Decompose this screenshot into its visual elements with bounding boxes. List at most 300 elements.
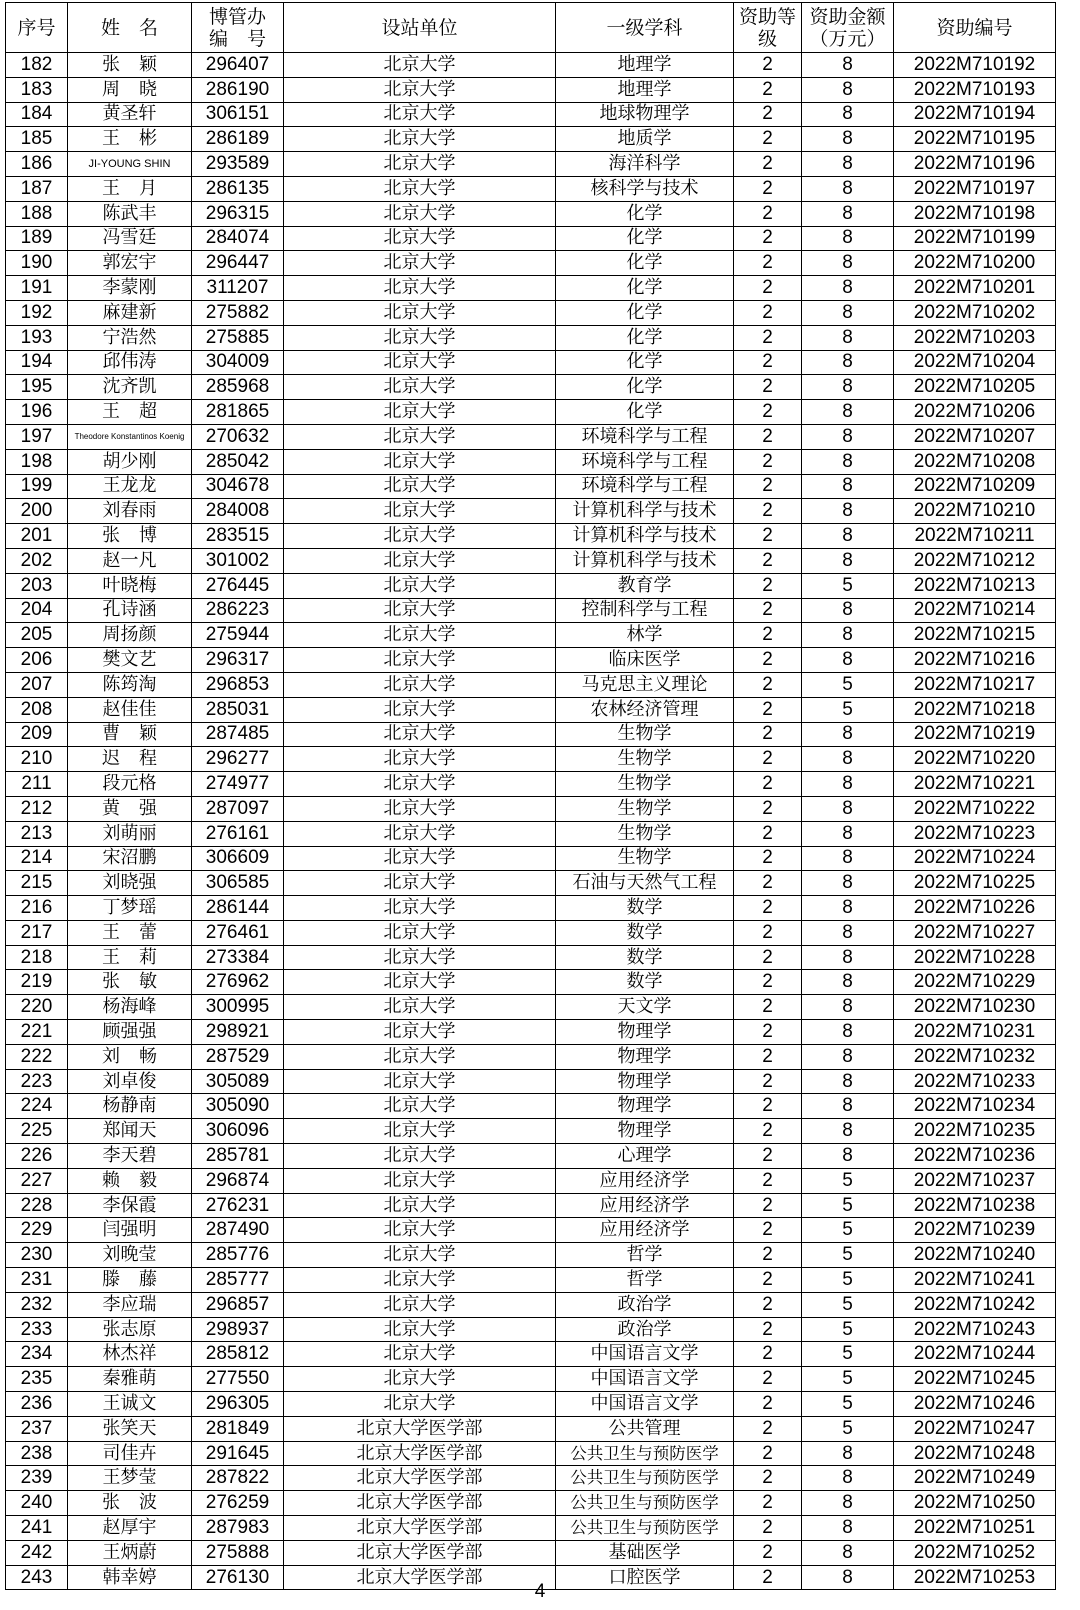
cell-subject: 环境科学与工程 <box>556 424 734 449</box>
cell-name: 孔诗涵 <box>68 598 192 623</box>
cell-name: 赵一凡 <box>68 548 192 573</box>
cell-unit: 北京大学 <box>284 1218 556 1243</box>
table-row <box>6 1243 1056 1268</box>
cell-seq: 206 <box>6 648 68 673</box>
cell-subject: 教育学 <box>556 573 734 598</box>
cell-name: 宁浩然 <box>68 325 192 350</box>
cell-subject: 中国语言文学 <box>556 1392 734 1417</box>
cell-grade: 2 <box>734 623 802 648</box>
cell-name: 刘萌丽 <box>68 821 192 846</box>
table-row <box>6 846 1056 871</box>
cell-unit: 北京大学 <box>284 1317 556 1342</box>
cell-unit: 北京大学 <box>284 176 556 201</box>
cell-amount: 8 <box>802 1441 894 1466</box>
cell-name: 杨海峰 <box>68 995 192 1020</box>
header-amount-line2: （万元） <box>809 27 886 50</box>
table-row <box>6 871 1056 896</box>
cell-code: 2022M710192 <box>894 53 1056 78</box>
cell-code: 2022M710233 <box>894 1069 1056 1094</box>
cell-subject: 化学 <box>556 400 734 425</box>
cell-subject: 物理学 <box>556 1044 734 1069</box>
cell-code: 2022M710236 <box>894 1144 1056 1169</box>
cell-code: 2022M710234 <box>894 1094 1056 1119</box>
cell-grade: 2 <box>734 945 802 970</box>
cell-grade: 2 <box>734 772 802 797</box>
cell-bgb-number: 284008 <box>192 499 284 524</box>
cell-seq: 196 <box>6 400 68 425</box>
cell-grade: 2 <box>734 1491 802 1516</box>
header-bgb-line2: 编 号 <box>208 27 266 50</box>
cell-grade: 2 <box>734 1565 802 1590</box>
cell-bgb-number: 298921 <box>192 1020 284 1045</box>
cell-bgb-number: 285031 <box>192 697 284 722</box>
cell-name: Theodore Konstantinos Koenig <box>68 424 192 449</box>
table-row <box>6 1144 1056 1169</box>
cell-amount: 8 <box>802 1540 894 1565</box>
cell-grade: 2 <box>734 53 802 78</box>
cell-code: 2022M710196 <box>894 152 1056 177</box>
cell-unit: 北京大学 <box>284 896 556 921</box>
cell-code: 2022M710217 <box>894 672 1056 697</box>
cell-subject: 政治学 <box>556 1292 734 1317</box>
cell-name: 麻建新 <box>68 300 192 325</box>
cell-code: 2022M710244 <box>894 1342 1056 1367</box>
cell-seq: 198 <box>6 449 68 474</box>
cell-name: 张波 <box>68 1491 192 1516</box>
cell-unit: 北京大学 <box>284 970 556 995</box>
cell-bgb-number: 306151 <box>192 102 284 127</box>
header-grade-line2: 级 <box>757 27 777 50</box>
cell-amount: 8 <box>802 350 894 375</box>
cell-subject: 化学 <box>556 201 734 226</box>
cell-name: 张敏 <box>68 970 192 995</box>
cell-unit: 北京大学 <box>284 672 556 697</box>
table-row <box>6 375 1056 400</box>
funding-table <box>5 2 1056 1590</box>
cell-bgb-number: 301002 <box>192 548 284 573</box>
cell-grade: 2 <box>734 1020 802 1045</box>
cell-amount: 8 <box>802 1044 894 1069</box>
cell-amount: 8 <box>802 722 894 747</box>
cell-subject: 应用经济学 <box>556 1218 734 1243</box>
cell-code: 2022M710211 <box>894 524 1056 549</box>
cell-name: 刘晚莹 <box>68 1243 192 1268</box>
cell-code: 2022M710247 <box>894 1416 1056 1441</box>
cell-seq: 202 <box>6 548 68 573</box>
cell-subject: 应用经济学 <box>556 1193 734 1218</box>
header-code <box>894 3 1056 53</box>
cell-name: 闫强明 <box>68 1218 192 1243</box>
cell-amount: 8 <box>802 1020 894 1045</box>
cell-unit: 北京大学 <box>284 747 556 772</box>
cell-grade: 2 <box>734 350 802 375</box>
cell-code: 2022M710231 <box>894 1020 1056 1045</box>
cell-name: 秦雅萌 <box>68 1367 192 1392</box>
cell-code: 2022M710212 <box>894 548 1056 573</box>
cell-code: 2022M710202 <box>894 300 1056 325</box>
cell-unit: 北京大学 <box>284 325 556 350</box>
cell-subject: 计算机科学与技术 <box>556 524 734 549</box>
cell-unit: 北京大学 <box>284 276 556 301</box>
cell-subject: 哲学 <box>556 1268 734 1293</box>
cell-subject: 化学 <box>556 325 734 350</box>
cell-unit: 北京大学医学部 <box>284 1540 556 1565</box>
cell-bgb-number: 287822 <box>192 1466 284 1491</box>
cell-seq: 220 <box>6 995 68 1020</box>
cell-bgb-number: 276259 <box>192 1491 284 1516</box>
cell-name: 林杰祥 <box>68 1342 192 1367</box>
cell-name: 王炳蔚 <box>68 1540 192 1565</box>
table-row <box>6 697 1056 722</box>
cell-unit: 北京大学 <box>284 226 556 251</box>
table-row <box>6 1540 1056 1565</box>
cell-grade: 2 <box>734 821 802 846</box>
cell-seq: 221 <box>6 1020 68 1045</box>
cell-grade: 2 <box>734 672 802 697</box>
cell-grade: 2 <box>734 127 802 152</box>
cell-code: 2022M710243 <box>894 1317 1056 1342</box>
cell-subject: 物理学 <box>556 1119 734 1144</box>
cell-bgb-number: 285781 <box>192 1144 284 1169</box>
header-grade-line1: 资助等 <box>738 5 796 28</box>
cell-seq: 235 <box>6 1367 68 1392</box>
table-row <box>6 1268 1056 1293</box>
cell-subject: 公共卫生与预防医学 <box>556 1441 734 1466</box>
cell-unit: 北京大学 <box>284 524 556 549</box>
cell-seq: 208 <box>6 697 68 722</box>
cell-subject: 应用经济学 <box>556 1168 734 1193</box>
table-row <box>6 1491 1056 1516</box>
cell-seq: 203 <box>6 573 68 598</box>
cell-code: 2022M710250 <box>894 1491 1056 1516</box>
cell-name: 迟程 <box>68 747 192 772</box>
cell-unit: 北京大学 <box>284 1069 556 1094</box>
cell-subject: 公共卫生与预防医学 <box>556 1491 734 1516</box>
cell-code: 2022M710219 <box>894 722 1056 747</box>
cell-seq: 230 <box>6 1243 68 1268</box>
table-row <box>6 1044 1056 1069</box>
cell-bgb-number: 287490 <box>192 1218 284 1243</box>
table-row <box>6 251 1056 276</box>
table-row <box>6 1218 1056 1243</box>
cell-bgb-number: 285968 <box>192 375 284 400</box>
cell-unit: 北京大学 <box>284 251 556 276</box>
cell-subject: 口腔医学 <box>556 1565 734 1590</box>
cell-grade: 2 <box>734 1168 802 1193</box>
cell-bgb-number: 277550 <box>192 1367 284 1392</box>
cell-amount: 5 <box>802 1218 894 1243</box>
cell-seq: 184 <box>6 102 68 127</box>
table-row <box>6 623 1056 648</box>
cell-unit: 北京大学 <box>284 1044 556 1069</box>
cell-amount: 8 <box>802 970 894 995</box>
cell-grade: 2 <box>734 995 802 1020</box>
cell-name: 黄强 <box>68 796 192 821</box>
cell-subject: 马克思主义理论 <box>556 672 734 697</box>
cell-unit: 北京大学 <box>284 920 556 945</box>
cell-grade: 2 <box>734 697 802 722</box>
cell-seq: 233 <box>6 1317 68 1342</box>
cell-subject: 地质学 <box>556 127 734 152</box>
cell-subject: 化学 <box>556 300 734 325</box>
cell-name: 张颖 <box>68 53 192 78</box>
cell-seq: 209 <box>6 722 68 747</box>
cell-name: 赵佳佳 <box>68 697 192 722</box>
cell-bgb-number: 286135 <box>192 176 284 201</box>
cell-name: 王梦莹 <box>68 1466 192 1491</box>
cell-subject: 公共卫生与预防医学 <box>556 1516 734 1541</box>
cell-name: 刘春雨 <box>68 499 192 524</box>
cell-grade: 2 <box>734 176 802 201</box>
cell-bgb-number: 285042 <box>192 449 284 474</box>
header-row <box>6 3 1056 53</box>
header-grade <box>734 3 802 53</box>
cell-code: 2022M710237 <box>894 1168 1056 1193</box>
cell-name: 刘畅 <box>68 1044 192 1069</box>
cell-unit: 北京大学 <box>284 474 556 499</box>
cell-name: 陈筠淘 <box>68 672 192 697</box>
cell-code: 2022M710230 <box>894 995 1056 1020</box>
cell-code: 2022M710238 <box>894 1193 1056 1218</box>
cell-bgb-number: 285812 <box>192 1342 284 1367</box>
cell-bgb-number: 300995 <box>192 995 284 1020</box>
cell-amount: 8 <box>802 1466 894 1491</box>
cell-unit: 北京大学 <box>284 871 556 896</box>
cell-amount: 5 <box>802 1342 894 1367</box>
cell-unit: 北京大学 <box>284 449 556 474</box>
cell-unit: 北京大学 <box>284 1168 556 1193</box>
cell-seq: 241 <box>6 1516 68 1541</box>
cell-bgb-number: 306609 <box>192 846 284 871</box>
header-name-label: 姓 名 <box>100 16 158 39</box>
cell-seq: 190 <box>6 251 68 276</box>
cell-grade: 2 <box>734 796 802 821</box>
cell-name: 王超 <box>68 400 192 425</box>
cell-code: 2022M710224 <box>894 846 1056 871</box>
table-row <box>6 1020 1056 1045</box>
cell-grade: 2 <box>734 300 802 325</box>
cell-unit: 北京大学 <box>284 598 556 623</box>
cell-unit: 北京大学 <box>284 1119 556 1144</box>
cell-amount: 5 <box>802 1416 894 1441</box>
cell-name: 顾强强 <box>68 1020 192 1045</box>
cell-seq: 212 <box>6 796 68 821</box>
cell-subject: 农林经济管理 <box>556 697 734 722</box>
table-row <box>6 1342 1056 1367</box>
cell-grade: 2 <box>734 1466 802 1491</box>
table-row <box>6 995 1056 1020</box>
cell-seq: 217 <box>6 920 68 945</box>
cell-amount: 8 <box>802 102 894 127</box>
table-row <box>6 1168 1056 1193</box>
cell-bgb-number: 306096 <box>192 1119 284 1144</box>
cell-unit: 北京大学 <box>284 846 556 871</box>
cell-code: 2022M710252 <box>894 1540 1056 1565</box>
cell-subject: 化学 <box>556 375 734 400</box>
cell-seq: 234 <box>6 1342 68 1367</box>
cell-grade: 2 <box>734 499 802 524</box>
cell-seq: 215 <box>6 871 68 896</box>
cell-bgb-number: 287983 <box>192 1516 284 1541</box>
cell-amount: 8 <box>802 648 894 673</box>
cell-subject: 化学 <box>556 276 734 301</box>
cell-amount: 8 <box>802 77 894 102</box>
cell-code: 2022M710245 <box>894 1367 1056 1392</box>
cell-unit: 北京大学 <box>284 424 556 449</box>
cell-name: 赖毅 <box>68 1168 192 1193</box>
cell-name: 叶晓梅 <box>68 573 192 598</box>
table-row <box>6 152 1056 177</box>
table-row <box>6 1292 1056 1317</box>
cell-amount: 8 <box>802 995 894 1020</box>
cell-amount: 8 <box>802 1119 894 1144</box>
table-row <box>6 400 1056 425</box>
cell-code: 2022M710253 <box>894 1565 1056 1590</box>
table-row <box>6 821 1056 846</box>
cell-bgb-number: 276962 <box>192 970 284 995</box>
cell-subject: 环境科学与工程 <box>556 449 734 474</box>
table-row <box>6 53 1056 78</box>
table-row <box>6 672 1056 697</box>
table-row <box>6 1069 1056 1094</box>
cell-amount: 8 <box>802 400 894 425</box>
cell-grade: 2 <box>734 920 802 945</box>
cell-seq: 182 <box>6 53 68 78</box>
cell-code: 2022M710241 <box>894 1268 1056 1293</box>
cell-code: 2022M710227 <box>894 920 1056 945</box>
cell-seq: 193 <box>6 325 68 350</box>
cell-subject: 中国语言文学 <box>556 1342 734 1367</box>
cell-grade: 2 <box>734 152 802 177</box>
table-row <box>6 598 1056 623</box>
cell-amount: 8 <box>802 375 894 400</box>
cell-bgb-number: 286223 <box>192 598 284 623</box>
cell-seq: 236 <box>6 1392 68 1417</box>
cell-grade: 2 <box>734 1094 802 1119</box>
cell-code: 2022M710205 <box>894 375 1056 400</box>
cell-grade: 2 <box>734 1069 802 1094</box>
cell-subject: 公共管理 <box>556 1416 734 1441</box>
cell-name: 沈齐凯 <box>68 375 192 400</box>
cell-name: 周晓 <box>68 77 192 102</box>
cell-code: 2022M710221 <box>894 772 1056 797</box>
table-row <box>6 722 1056 747</box>
cell-amount: 8 <box>802 623 894 648</box>
header-seq <box>6 3 68 53</box>
cell-grade: 2 <box>734 747 802 772</box>
table-row <box>6 176 1056 201</box>
cell-bgb-number: 296277 <box>192 747 284 772</box>
table-row <box>6 424 1056 449</box>
cell-name: 司佳卉 <box>68 1441 192 1466</box>
cell-seq: 218 <box>6 945 68 970</box>
header-subject-label: 一级学科 <box>606 16 683 39</box>
cell-name: 张博 <box>68 524 192 549</box>
cell-code: 2022M710251 <box>894 1516 1056 1541</box>
cell-amount: 8 <box>802 251 894 276</box>
cell-name: 张志原 <box>68 1317 192 1342</box>
cell-subject: 化学 <box>556 251 734 276</box>
cell-amount: 5 <box>802 1367 894 1392</box>
cell-amount: 8 <box>802 53 894 78</box>
cell-seq: 237 <box>6 1416 68 1441</box>
table-row <box>6 474 1056 499</box>
cell-subject: 计算机科学与技术 <box>556 499 734 524</box>
cell-unit: 北京大学医学部 <box>284 1441 556 1466</box>
cell-bgb-number: 281849 <box>192 1416 284 1441</box>
cell-name: 李蒙刚 <box>68 276 192 301</box>
table-row <box>6 548 1056 573</box>
cell-code: 2022M710214 <box>894 598 1056 623</box>
cell-seq: 200 <box>6 499 68 524</box>
cell-name: 王龙龙 <box>68 474 192 499</box>
cell-code: 2022M710213 <box>894 573 1056 598</box>
cell-code: 2022M710223 <box>894 821 1056 846</box>
cell-subject: 化学 <box>556 350 734 375</box>
cell-unit: 北京大学 <box>284 1243 556 1268</box>
cell-unit: 北京大学 <box>284 945 556 970</box>
table-row <box>6 499 1056 524</box>
cell-seq: 231 <box>6 1268 68 1293</box>
cell-subject: 生物学 <box>556 846 734 871</box>
cell-grade: 2 <box>734 896 802 921</box>
cell-grade: 2 <box>734 1044 802 1069</box>
cell-name: 胡少刚 <box>68 449 192 474</box>
cell-amount: 5 <box>802 1193 894 1218</box>
cell-subject: 生物学 <box>556 796 734 821</box>
cell-code: 2022M710232 <box>894 1044 1056 1069</box>
cell-grade: 2 <box>734 573 802 598</box>
cell-name: 曹颖 <box>68 722 192 747</box>
cell-name: 王彬 <box>68 127 192 152</box>
cell-bgb-number: 296315 <box>192 201 284 226</box>
cell-grade: 2 <box>734 400 802 425</box>
cell-grade: 2 <box>734 846 802 871</box>
table-row <box>6 1094 1056 1119</box>
cell-code: 2022M710208 <box>894 449 1056 474</box>
cell-seq: 228 <box>6 1193 68 1218</box>
cell-seq: 204 <box>6 598 68 623</box>
cell-amount: 8 <box>802 846 894 871</box>
header-unit <box>284 3 556 53</box>
table-row <box>6 300 1056 325</box>
cell-grade: 2 <box>734 648 802 673</box>
cell-seq: 185 <box>6 127 68 152</box>
cell-code: 2022M710206 <box>894 400 1056 425</box>
cell-seq: 183 <box>6 77 68 102</box>
cell-amount: 8 <box>802 1565 894 1590</box>
cell-name: 刘晓强 <box>68 871 192 896</box>
cell-grade: 2 <box>734 1243 802 1268</box>
cell-name: 杨静南 <box>68 1094 192 1119</box>
cell-subject: 临床医学 <box>556 648 734 673</box>
cell-seq: 213 <box>6 821 68 846</box>
cell-seq: 239 <box>6 1466 68 1491</box>
cell-name: JI-YOUNG SHIN <box>68 152 192 177</box>
table-row <box>6 772 1056 797</box>
table-row <box>6 796 1056 821</box>
cell-bgb-number: 285777 <box>192 1268 284 1293</box>
cell-seq: 223 <box>6 1069 68 1094</box>
cell-name: 周扬颜 <box>68 623 192 648</box>
cell-seq: 211 <box>6 772 68 797</box>
cell-seq: 238 <box>6 1441 68 1466</box>
cell-unit: 北京大学 <box>284 1020 556 1045</box>
cell-unit: 北京大学 <box>284 350 556 375</box>
cell-code: 2022M710246 <box>894 1392 1056 1417</box>
cell-code: 2022M710220 <box>894 747 1056 772</box>
cell-unit: 北京大学 <box>284 1094 556 1119</box>
